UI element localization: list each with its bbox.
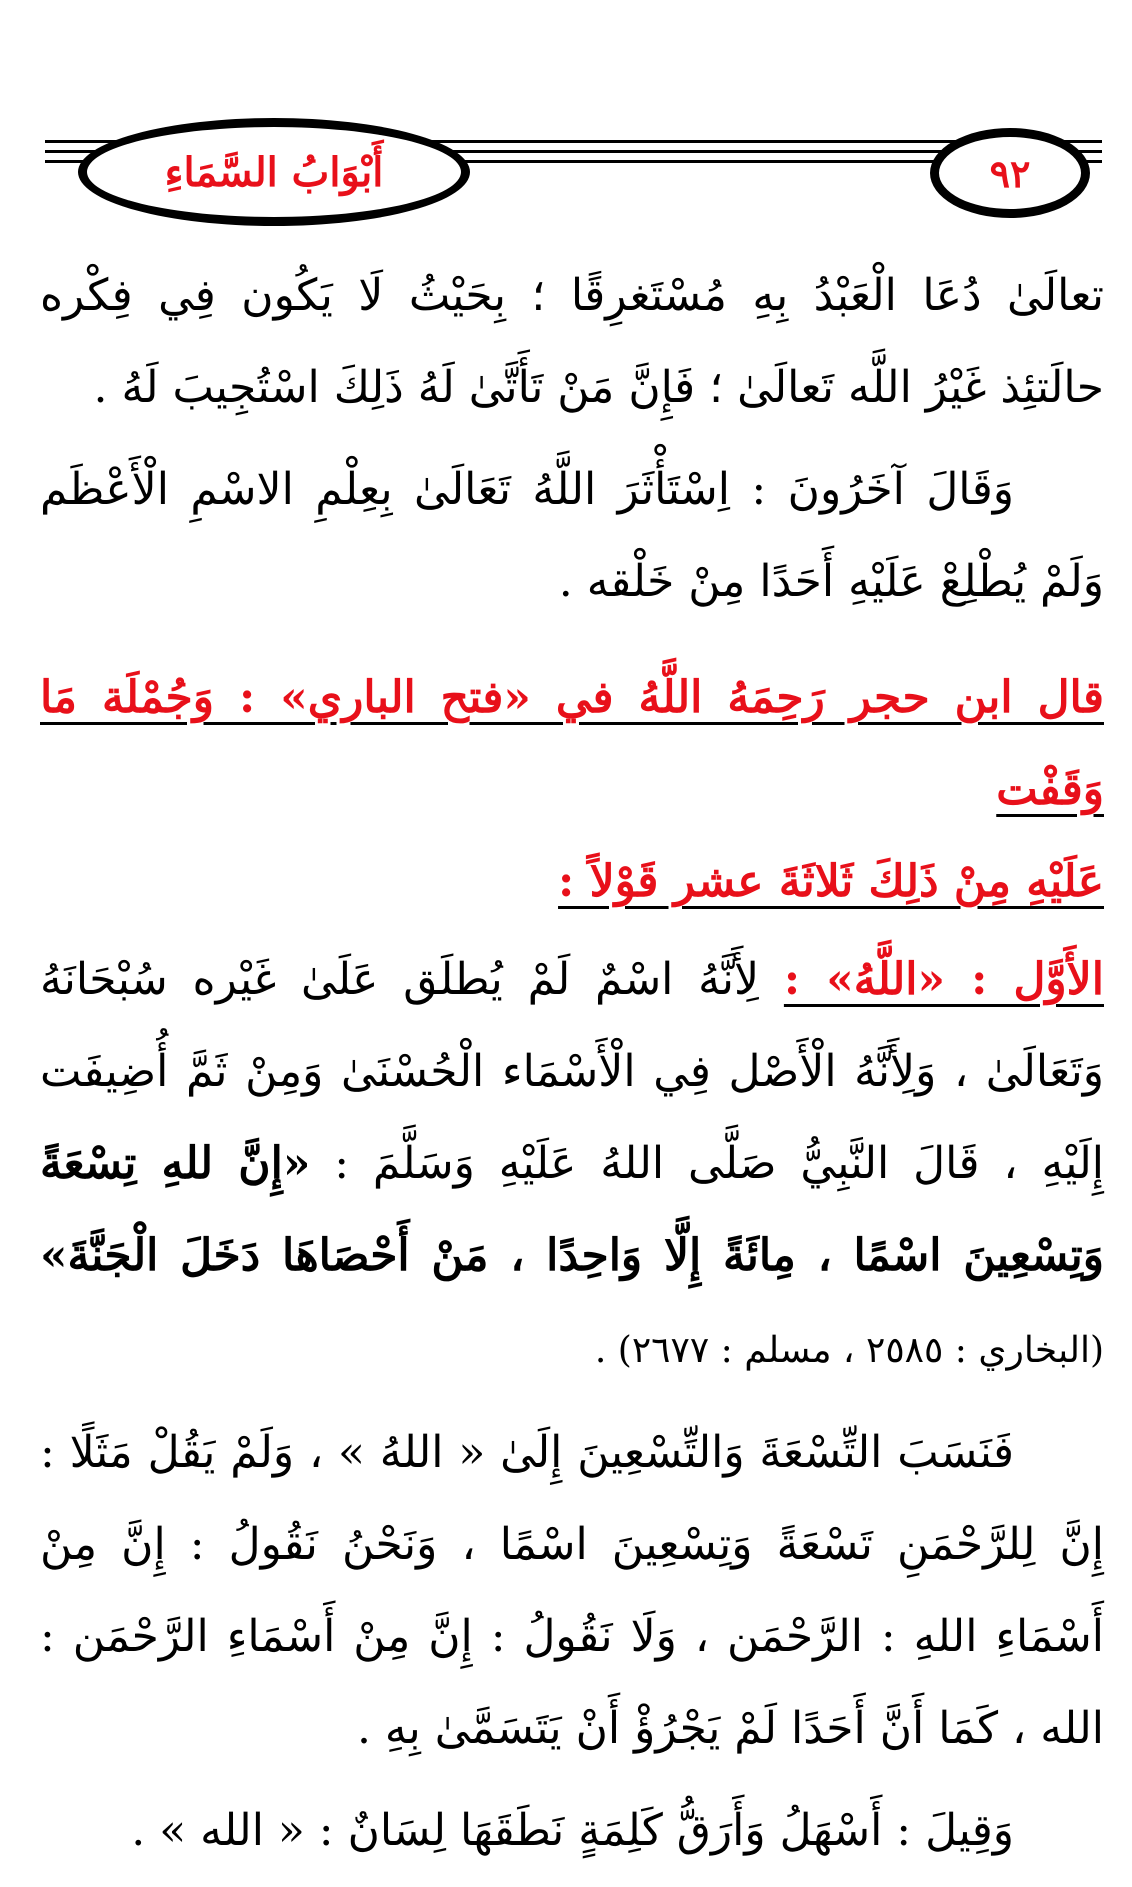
- paragraph-4: فَنَسَبَ التِّسْعَةَ وَالتِّسْعِينَ إِلَىٰ « اللهُ » ، وَلَمْ يَقُلْ مَثَلًا : إِنَّ لِلرَّحْمَنِ تَسْعَةً وَتِسْعِينَ اسْمًا ، وَنَحْنُ نَقُولُ : إِنَّ مِنْ أَسْمَاءِ اللهِ : الرَّحْمَن ، وَلَا نَقُولُ : إِنَّ مِنْ أَسْمَاءِ الرَّحْمَن : الله ، كَمَا أَنَّ أَحَدًا لَمْ يَجْرُؤْ أَنْ يَتَسَمَّىٰ بِهِ .: [40, 1427, 1104, 1754]
- book-title: أَبْوَابُ السَّمَاءِ: [164, 148, 384, 196]
- page-number: ٩٢: [989, 150, 1031, 196]
- red-heading: [40, 652, 1104, 928]
- heading-line-2: عَلَيْهِ مِنْ ذَلِكَ ثَلاثَةَ عشر قَوْلاً :: [558, 856, 1104, 907]
- paragraph-2: وَقَالَ آخَرُونَ : اِسْتَأْثَرَ اللَّهُ تَعَالَىٰ بِعِلْمِ الاسْمِ الْأَعْظَم وَلَمْ يُطْلِعْ عَلَيْهِ أَحَدًا مِنْ خَلْقه .: [40, 464, 1104, 607]
- hadith-reference: (البخاري : ٢٥٨٥ ، مسلم : ٢٦٧٧) .: [594, 1330, 1104, 1371]
- paragraph-1: تعالَىٰ دُعَا الْعَبْدُ بِهِ مُسْتَغرِقًا ؛ بِحَيْثُ لَا يَكُون فِي فِكْره حالَتئِذ غَيْرُ اللَّه تَعالَىٰ ؛ فَإِنَّ مَنْ تَأَتَّىٰ لَهُ ذَلِكَ اسْتُجِيبَ لَهُ .: [40, 270, 1104, 413]
- page-body: [40, 250, 1104, 1887]
- paragraph-3-text: لِأَنَّهُ اسْمٌ لَمْ يُطلَق عَلَىٰ غَيْره سُبْحَانَهُ وَتَعَالَىٰ ، وَلِأَنَّهُ الْأَصْل فِي الْأَسْمَاء الْحُسْنَىٰ وَمِنْ ثَمَّ أُضِيفَت إِلَيْهِ ، قَالَ النَّبِيُّ صَلَّى اللهُ عَلَيْهِ وَسَلَّمَ :: [40, 954, 1104, 1189]
- page-header: [0, 0, 1132, 230]
- first-name-label: الأَوَّل : «اللَّهُ» :: [783, 954, 1104, 1005]
- heading-line-1: قال ابن حجر رَحِمَهُ اللَّهُ في «فتح الباري» : وَجُمْلَة مَا وَقَفْت: [40, 672, 1104, 815]
- page-number-oval: [930, 128, 1090, 218]
- spacer: [40, 638, 1104, 652]
- paragraph-3: [40, 934, 1104, 1397]
- hadith-quote: «إِنَّ للهِ تِسْعَةً وَتِسْعِينَ اسْمًا ، مِائَةً إِلَّا وَاحِدًا ، مَنْ أَحْصَاهَا دَخَلَ الْجَنَّةَ»: [40, 1138, 1104, 1281]
- paragraph-5: وَقِيلَ : أَسْهَلُ وَأَرَقُّ كَلِمَةٍ نَطَقَهَا لِسَانٌ : « الله » .: [131, 1805, 1014, 1856]
- header-title-oval: [78, 118, 470, 226]
